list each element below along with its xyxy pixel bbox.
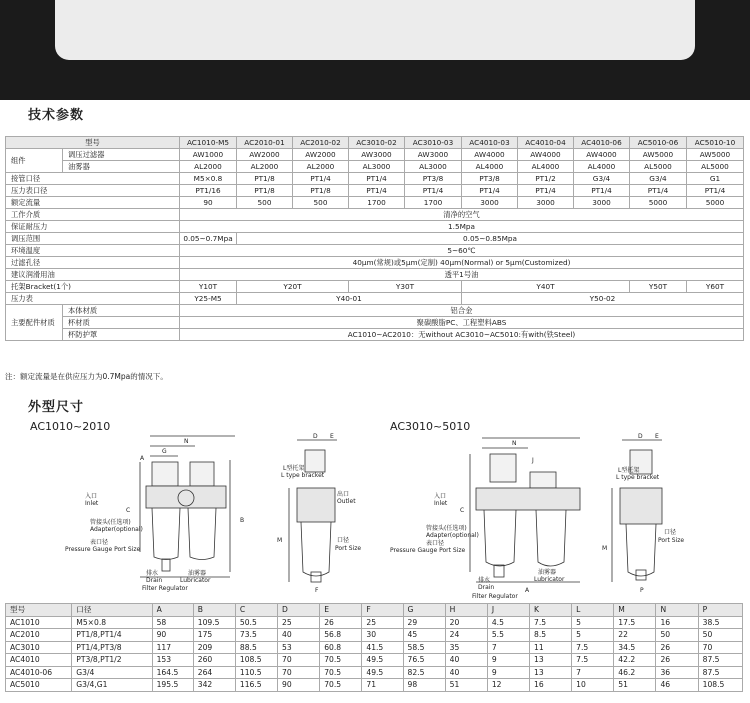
spec-row-filter: [6, 257, 744, 269]
table-cell: 49.5: [362, 666, 403, 679]
table-cell: 17.5: [614, 616, 656, 629]
table-cell: 26: [320, 616, 362, 629]
table-cell: 5.5: [487, 629, 529, 642]
spec-row-proof: [6, 221, 744, 233]
cell: PT1/4: [349, 185, 405, 197]
table-cell: 49.5: [362, 654, 403, 667]
table-cell: 70: [278, 654, 320, 667]
table-cell: 46.2: [614, 666, 656, 679]
table-cell: 50: [698, 629, 742, 642]
cell: AW1000: [180, 149, 237, 161]
svg-text:C: C: [460, 507, 465, 514]
cell: 5000: [687, 197, 744, 209]
adapter-label-2: Adapter(optional): [426, 532, 479, 539]
spec-row-gauge-port: [6, 185, 744, 197]
cell: G3/4: [574, 173, 630, 185]
table-cell: 60.8: [320, 641, 362, 654]
table-cell: 20: [445, 616, 487, 629]
lubricator-cn-label: 油雾器: [188, 570, 207, 577]
model-col: AC4010-04: [518, 137, 574, 149]
cell: AL4000: [574, 161, 630, 173]
table-cell: G3/4,G1: [72, 679, 152, 692]
table-cell: 110.5: [235, 666, 277, 679]
table-cell: 264: [193, 666, 235, 679]
svg-text:B: B: [240, 517, 245, 524]
cell: PT3/8: [462, 173, 518, 185]
table-row: [6, 616, 743, 629]
cell: Y60T: [687, 281, 744, 293]
svg-text:N: N: [184, 438, 189, 445]
cell: PT1/8: [237, 173, 293, 185]
spec-row-lubricator: [6, 161, 744, 173]
inlet-label-2: Inlet: [434, 500, 448, 507]
cell: PT1/2: [518, 173, 574, 185]
inlet-cn-label-2: 入口: [434, 493, 447, 500]
svg-text:J: J: [532, 457, 534, 464]
svg-text:C: C: [126, 507, 131, 514]
body-material-label: 本体材质: [63, 305, 180, 317]
bracket-cn-label: L型托架: [283, 465, 305, 472]
cell: PT1/4: [349, 173, 405, 185]
table-cell: 22: [614, 629, 656, 642]
svg-text:G: G: [162, 448, 167, 455]
spec-row-oil: [6, 269, 744, 281]
table-cell: 24: [445, 629, 487, 642]
table-cell: 53: [278, 641, 320, 654]
cell: AL2000: [180, 161, 237, 173]
adapter-label: Adapter(optional): [90, 526, 143, 533]
table-cell: AC2010: [6, 629, 72, 642]
model-col: AC5010-06: [630, 137, 687, 149]
svg-text:A: A: [525, 587, 530, 594]
cell: Y30T: [349, 281, 462, 293]
table-row: [6, 654, 743, 667]
table-cell: AC4010-06: [6, 666, 72, 679]
gauge-port-cn-label-2: 表口径: [426, 540, 445, 547]
port-label: 接管口径: [6, 173, 180, 185]
spec-row-temp: [6, 245, 744, 257]
table-cell: 12: [487, 679, 529, 692]
cell: Y25-M5: [180, 293, 237, 305]
table-cell: 70.5: [320, 654, 362, 667]
cell: PT1/4: [687, 185, 744, 197]
table-cell: 25: [362, 616, 403, 629]
dimension-header-cell: B: [193, 604, 235, 617]
cell: Y10T: [180, 281, 237, 293]
inlet-cn-label: 入口: [85, 493, 98, 500]
svg-text:F: F: [315, 587, 319, 594]
cell: AC1010~AC2010：无without AC3010~AC5010:有with(铁Steel): [180, 329, 744, 341]
table-cell: 87.5: [698, 666, 742, 679]
table-cell: 153: [152, 654, 193, 667]
table-cell: 209: [193, 641, 235, 654]
table-cell: 70.5: [320, 666, 362, 679]
cell: Y40T: [462, 281, 630, 293]
table-cell: 70: [278, 666, 320, 679]
cell: 1700: [349, 197, 405, 209]
oil-label: 建议润滑用油: [6, 269, 180, 281]
drain-cn-label: 排水: [146, 570, 159, 577]
dimension-header-cell: 口径: [72, 604, 152, 617]
svg-text:E: E: [330, 433, 334, 440]
port-size-label-2: Port Size: [658, 537, 685, 544]
dimension-header-cell: F: [362, 604, 403, 617]
cell: 0.05~0.85Mpa: [237, 233, 744, 245]
table-cell: 46: [656, 679, 698, 692]
svg-text:M: M: [277, 537, 283, 544]
table-cell: 90: [152, 629, 193, 642]
cell: PT1/4: [518, 185, 574, 197]
table-cell: 40: [445, 654, 487, 667]
table-cell: 36: [656, 666, 698, 679]
cell: 3000: [462, 197, 518, 209]
cell: AL3000: [349, 161, 405, 173]
drain-cn-label-2: 排水: [478, 577, 491, 584]
filter-reg-label-2: Filter Regulator: [472, 593, 518, 600]
table-cell: 7.5: [572, 654, 614, 667]
dimension-header-cell: E: [320, 604, 362, 617]
cell: AW2000: [293, 149, 349, 161]
table-cell: 7: [487, 641, 529, 654]
cell: 5000: [630, 197, 687, 209]
table-cell: 51: [614, 679, 656, 692]
spec-row-gauge: [6, 293, 744, 305]
cell: AW4000: [574, 149, 630, 161]
table-cell: 35: [445, 641, 487, 654]
table-cell: 16: [529, 679, 571, 692]
svg-text:M: M: [602, 545, 608, 552]
cell: PT1/8: [293, 185, 349, 197]
gauge-port-label: 压力表口径: [6, 185, 180, 197]
cell: AL4000: [462, 161, 518, 173]
dimension-header-row: [6, 604, 743, 617]
cell: 500: [293, 197, 349, 209]
table-cell: 5: [572, 629, 614, 642]
table-cell: 82.5: [403, 666, 445, 679]
table-cell: 76.5: [403, 654, 445, 667]
outline-right-title: AC3010~5010: [390, 420, 471, 433]
header-banner: [0, 0, 750, 100]
cell: 聚碳酸脂PC、工程塑料ABS: [180, 317, 744, 329]
table-cell: 108.5: [698, 679, 742, 692]
table-cell: 87.5: [698, 654, 742, 667]
dimension-header-cell: G: [403, 604, 445, 617]
cell: PT1/4: [630, 185, 687, 197]
table-cell: 71: [362, 679, 403, 692]
dimension-header-cell: D: [278, 604, 320, 617]
dimension-header-cell: A: [152, 604, 193, 617]
table-cell: 8.5: [529, 629, 571, 642]
spec-row-body-material: [6, 305, 744, 317]
table-cell: 10: [572, 679, 614, 692]
model-col: AC2010-02: [293, 137, 349, 149]
svg-text:D: D: [638, 433, 643, 440]
svg-text:D: D: [313, 433, 318, 440]
table-cell: 4.5: [487, 616, 529, 629]
cell: PT3/8: [405, 173, 462, 185]
material-label: 主要配件材质: [6, 305, 63, 341]
table-cell: 40: [445, 666, 487, 679]
adapter-cn-label: 管接头(任选项): [90, 519, 131, 526]
cell: 3000: [518, 197, 574, 209]
cell: 90: [180, 197, 237, 209]
table-cell: AC5010: [6, 679, 72, 692]
drain-label: Drain: [146, 577, 163, 584]
cell: PT1/16: [180, 185, 237, 197]
spec-row-medium: [6, 209, 744, 221]
table-cell: 116.5: [235, 679, 277, 692]
cell: 清净的空气: [180, 209, 744, 221]
cell: 铝合金: [180, 305, 744, 317]
table-cell: 26: [656, 654, 698, 667]
table-cell: AC3010: [6, 641, 72, 654]
temp-label: 环境温度: [6, 245, 180, 257]
model-col: AC3010-02: [349, 137, 405, 149]
cell: 500: [237, 197, 293, 209]
table-cell: 195.5: [152, 679, 193, 692]
table-cell: 40: [278, 629, 320, 642]
dimension-header-cell: N: [656, 604, 698, 617]
outlet-cn-label: 出口: [337, 491, 350, 498]
cell: AW5000: [630, 149, 687, 161]
dimension-header-cell: L: [572, 604, 614, 617]
table-cell: PT1/4,PT3/8: [72, 641, 152, 654]
spec-row-bracket: [6, 281, 744, 293]
proof-label: 保证耐压力: [6, 221, 180, 233]
table-cell: PT1/8,PT1/4: [72, 629, 152, 642]
table-cell: 30: [362, 629, 403, 642]
drawing-ac1010-side: [275, 432, 380, 597]
cell: AL2000: [237, 161, 293, 173]
table-cell: 56.8: [320, 629, 362, 642]
cell: AW4000: [518, 149, 574, 161]
cell: AW4000: [462, 149, 518, 161]
dimension-header-cell: M: [614, 604, 656, 617]
lubricator-label: Lubricator: [180, 577, 211, 584]
dimension-header-cell: H: [445, 604, 487, 617]
range-label: 调压范围: [6, 233, 180, 245]
spec-row-range: [6, 233, 744, 245]
table-cell: 13: [529, 666, 571, 679]
cell: AW2000: [237, 149, 293, 161]
cell: AL5000: [687, 161, 744, 173]
cell: 5~60℃: [180, 245, 744, 257]
spec-row-cup-material: [6, 317, 744, 329]
guard-label: 杯防护罩: [63, 329, 180, 341]
table-cell: 42.2: [614, 654, 656, 667]
table-cell: 51: [445, 679, 487, 692]
gauge-port-cn-label: 表口径: [90, 539, 109, 546]
cell: AW5000: [687, 149, 744, 161]
table-cell: 58.5: [403, 641, 445, 654]
component-label: 组件: [6, 149, 63, 173]
header-card: [55, 0, 695, 60]
cell: G3/4: [630, 173, 687, 185]
table-cell: 38.5: [698, 616, 742, 629]
table-cell: 16: [656, 616, 698, 629]
table-cell: 7.5: [572, 641, 614, 654]
table-cell: 88.5: [235, 641, 277, 654]
dimension-header-cell: P: [698, 604, 742, 617]
cell: M5×0.8: [180, 173, 237, 185]
dimension-header-cell: 型号: [6, 604, 72, 617]
bracket-label-2: L type bracket: [616, 474, 660, 481]
dimension-header-cell: K: [529, 604, 571, 617]
spec-row-flow: [6, 197, 744, 209]
cell: AL2000: [293, 161, 349, 173]
gauge-label: 压力表: [6, 293, 180, 305]
table-cell: 9: [487, 666, 529, 679]
dimension-header-cell: J: [487, 604, 529, 617]
spec-table: [5, 136, 744, 341]
model-col: AC2010-01: [237, 137, 293, 149]
table-cell: 73.5: [235, 629, 277, 642]
table-cell: 342: [193, 679, 235, 692]
table-cell: M5×0.8: [72, 616, 152, 629]
cell: PT1/4: [462, 185, 518, 197]
cell: PT1/4: [293, 173, 349, 185]
flow-label: 额定流量: [6, 197, 180, 209]
model-col: AC5010-10: [687, 137, 744, 149]
bracket-label: 托架Bracket(1个): [6, 281, 180, 293]
table-cell: PT3/8,PT1/2: [72, 654, 152, 667]
cell: 3000: [574, 197, 630, 209]
drawing-ac1010-front: [65, 432, 283, 602]
cell: PT1/4: [405, 185, 462, 197]
dimension-body: [6, 616, 743, 691]
table-cell: 117: [152, 641, 193, 654]
cell: AW3000: [405, 149, 462, 161]
table-cell: 58: [152, 616, 193, 629]
table-cell: 29: [403, 616, 445, 629]
table-cell: 7: [572, 666, 614, 679]
spec-section-title: 技术参数: [28, 108, 85, 123]
flow-note: 注：额定流量是在供应压力为0.7Mpa的情况下。: [5, 372, 168, 381]
cell: Y40-01: [237, 293, 462, 305]
cell: G1: [687, 173, 744, 185]
regulator-label: 调压过滤器: [63, 149, 180, 161]
table-cell: 34.5: [614, 641, 656, 654]
drawing-ac3010-side: [600, 432, 712, 597]
table-cell: 45: [403, 629, 445, 642]
table-cell: AC4010: [6, 654, 72, 667]
cell: 40μm(常规)或5μm(定制) 40μm(Normal) or 5μm(Customized): [180, 257, 744, 269]
filter-reg-label: Filter Regulator: [142, 585, 188, 592]
cell: Y20T: [237, 281, 349, 293]
cell: AL3000: [405, 161, 462, 173]
svg-text:E: E: [655, 433, 659, 440]
table-cell: 109.5: [193, 616, 235, 629]
table-cell: 164.5: [152, 666, 193, 679]
cell: AL5000: [630, 161, 687, 173]
model-col: AC4010-06: [574, 137, 630, 149]
svg-text:P: P: [640, 587, 644, 594]
outline-left-title: AC1010~2010: [30, 420, 111, 433]
bracket-label: L type bracket: [281, 472, 325, 479]
spec-header-row: [6, 137, 744, 149]
drawing-ac3010-front: [390, 432, 595, 602]
table-cell: 70: [698, 641, 742, 654]
outlet-label: Outlet: [337, 498, 356, 505]
table-cell: 11: [529, 641, 571, 654]
table-row: [6, 629, 743, 642]
bracket-cn-label-2: L型托架: [618, 467, 640, 474]
table-row: [6, 679, 743, 692]
table-cell: 9: [487, 654, 529, 667]
cell: Y50T: [630, 281, 687, 293]
spec-row-regulator: [6, 149, 744, 161]
table-cell: AC1010: [6, 616, 72, 629]
table-cell: 25: [278, 616, 320, 629]
table-cell: 13: [529, 654, 571, 667]
cell: AL4000: [518, 161, 574, 173]
port-size-cn-label-2: 口径: [664, 529, 677, 536]
table-row: [6, 641, 743, 654]
table-cell: 50: [656, 629, 698, 642]
cup-material-label: 杯材质: [63, 317, 180, 329]
table-row: [6, 666, 743, 679]
adapter-cn-label-2: 管接头(任选项): [426, 525, 467, 532]
table-cell: 70.5: [320, 679, 362, 692]
spec-row-guard: [6, 329, 744, 341]
inlet-label: Inlet: [85, 500, 99, 507]
table-cell: 5: [572, 616, 614, 629]
cell: Y50-02: [462, 293, 744, 305]
cell: 1.5Mpa: [180, 221, 744, 233]
cell: PT1/8: [237, 185, 293, 197]
port-size-cn-label: 口径: [337, 537, 350, 544]
table-cell: 108.5: [235, 654, 277, 667]
spec-row-port: [6, 173, 744, 185]
model-col: AC3010-03: [405, 137, 462, 149]
table-cell: 26: [656, 641, 698, 654]
lubricator-label: 油雾器: [63, 161, 180, 173]
dimension-header-cell: C: [235, 604, 277, 617]
model-col: AC1010-M5: [180, 137, 237, 149]
spec-header-label: 型号: [6, 137, 180, 149]
lubricator-cn-label-2: 油雾器: [538, 569, 557, 576]
dimension-table: [5, 603, 743, 692]
lubricator-label-2: Lubricator: [534, 576, 565, 583]
filter-label: 过滤孔径: [6, 257, 180, 269]
cell: AW3000: [349, 149, 405, 161]
cell: 1700: [405, 197, 462, 209]
medium-label: 工作介质: [6, 209, 180, 221]
table-cell: 41.5: [362, 641, 403, 654]
table-cell: 175: [193, 629, 235, 642]
svg-text:N: N: [512, 440, 517, 447]
table-cell: 7.5: [529, 616, 571, 629]
port-size-label: Port Size: [335, 545, 362, 552]
outline-section-title: 外型尺寸: [28, 400, 85, 415]
model-col: AC4010-03: [462, 137, 518, 149]
svg-text:A: A: [140, 455, 145, 462]
cell: 0.05~0.7Mpa: [180, 233, 237, 245]
cell: PT1/4: [574, 185, 630, 197]
drain-label-2: Drain: [478, 584, 495, 591]
cell: 透平1号油: [180, 269, 744, 281]
gauge-port-label-2: Pressure Gauge Port Size: [390, 547, 466, 554]
table-cell: 260: [193, 654, 235, 667]
table-cell: 90: [278, 679, 320, 692]
table-cell: 50.5: [235, 616, 277, 629]
gauge-port-label: Pressure Gauge Port Size: [65, 546, 141, 553]
table-cell: G3/4: [72, 666, 152, 679]
table-cell: 98: [403, 679, 445, 692]
